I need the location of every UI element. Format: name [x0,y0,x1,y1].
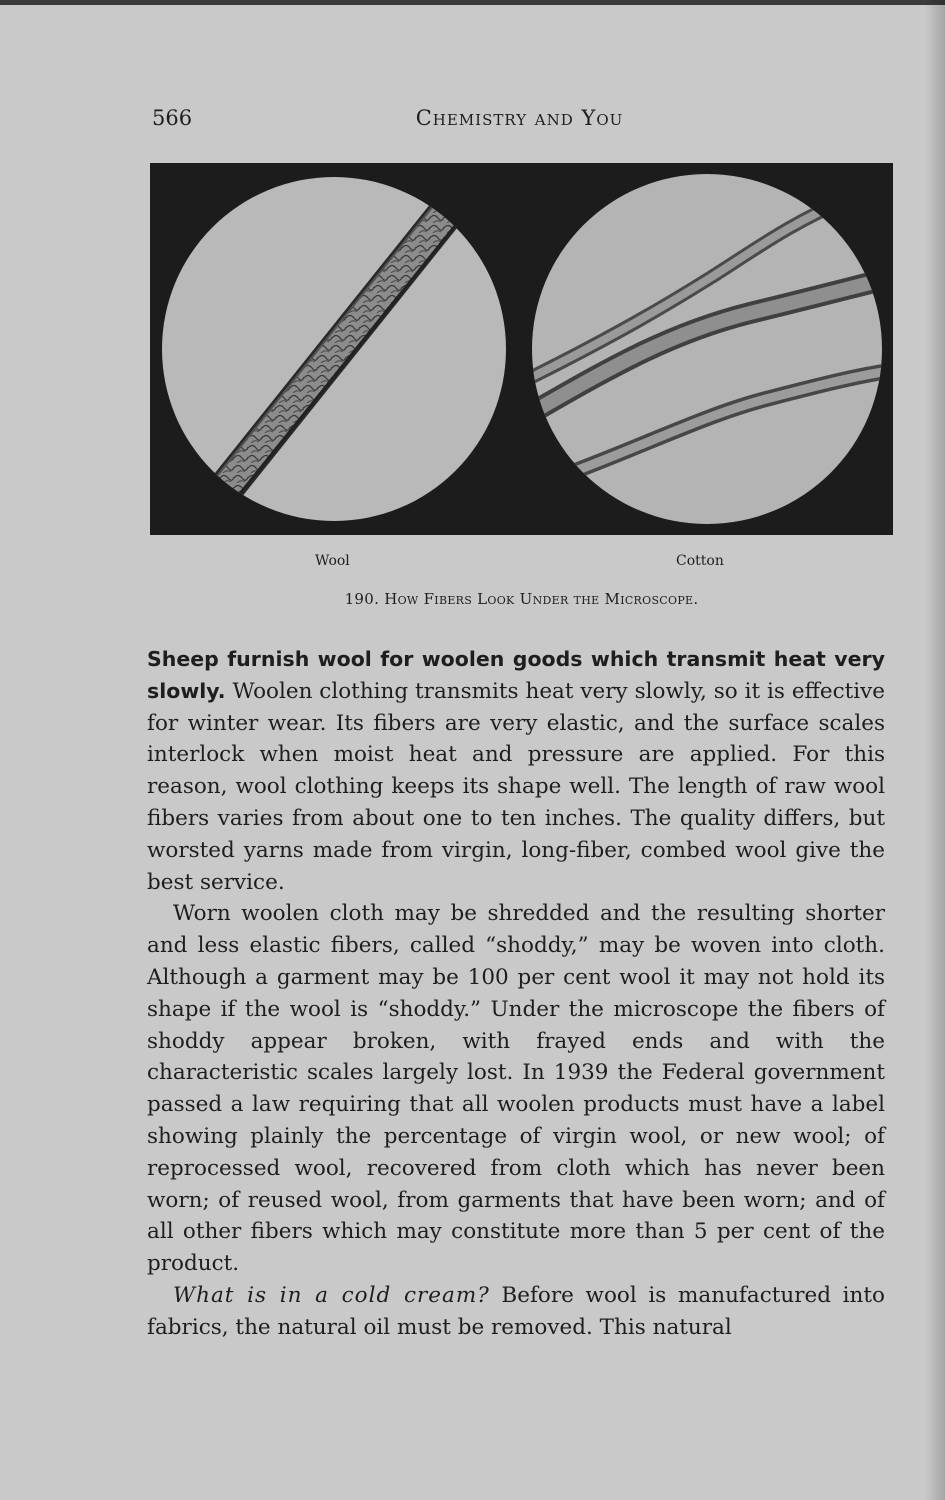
paragraph-text-shoddy: Worn woolen cloth may be shredded and the resulting shorter and less elastic fibers, called “shoddy,” may be woven into cloth. Although a garment may be 100 per cent wool it may not hold its shape if the wool is “shoddy.” Under the microscope the fibers of shoddy appear broken, with frayed ends and with the characteristic scales largely lost. In 1939 the Federal government passed a law requiring that all woolen products must have a label showing plainly the percentage of virgin wool, or new wool; of reprocessed wool, recovered from cloth which has never been worn; of reused wool, from garments that have been worn; and of all other fibers which may constitute more than 5 per cent of the product. [147,901,885,1277]
running-head [152,106,887,136]
paragraph-shoddy [147,898,885,1280]
paragraph-wool [147,644,885,898]
figure-caption: 190. How Fibers Look Under the Microscope. [344,590,699,608]
paragraph-text-cold-cream: Before wool is manufactured into fabrics, the natural oil must be removed. This natural [147,1282,885,1340]
paragraph-heading-cold-cream: What is in a cold cream? [173,1282,490,1308]
page-right-shadow [925,0,945,1500]
paragraph-heading-wool: Sheep furnish wool for woolen goods which transmit heat very slowly. [147,647,885,703]
body-text [147,644,885,1344]
microscope-figure [150,163,893,535]
cotton-label: Cotton [676,553,724,569]
microscope-illustration [150,163,893,535]
running-title: Chemistry and You [415,106,624,130]
page-top-edge [0,0,945,5]
paragraph-cold-cream [147,1280,885,1344]
page-number: 566 [152,106,193,130]
wool-label: Wool [315,553,350,569]
paragraph-text-wool: Woolen clothing transmits heat very slowly, so it is effective for winter wear. Its fibers are very elastic, and the surface scales interlock when moist heat and pressure are applied. For this reason, wool clothing keeps its shape well. The length of raw wool fibers varies from about one to ten inches. The quality differs, but worsted yarns made from virgin, long-fiber, combed wool give the best service. [147,678,885,895]
